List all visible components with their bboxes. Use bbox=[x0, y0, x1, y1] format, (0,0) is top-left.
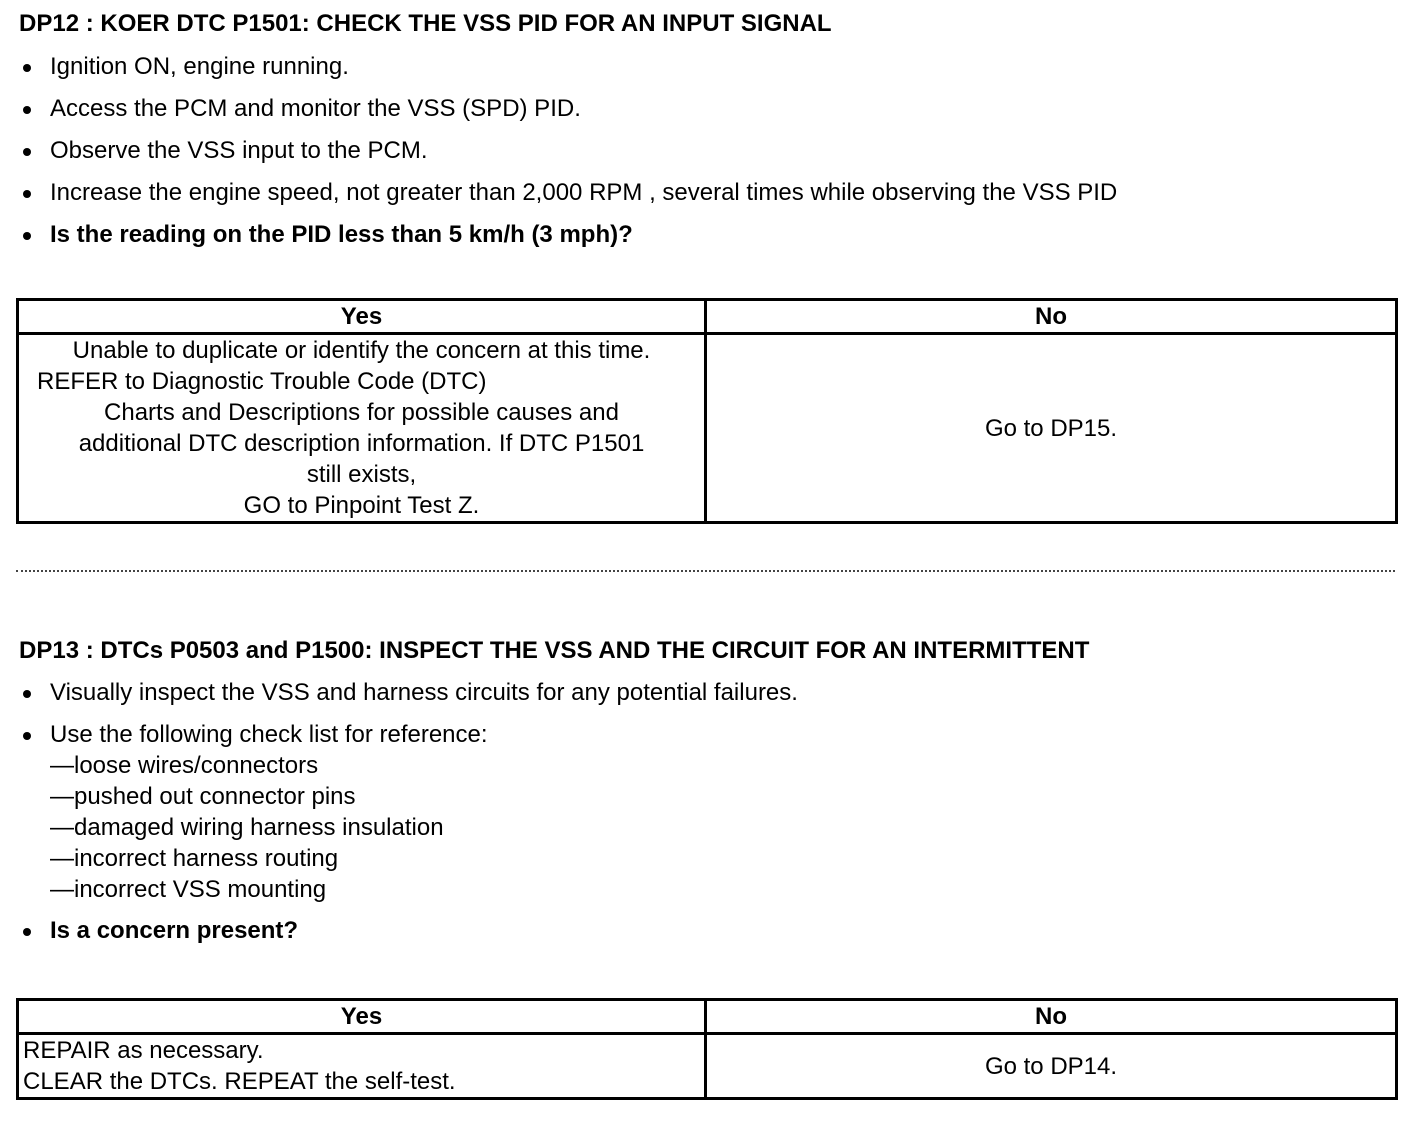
dp12-yes-header: Yes bbox=[18, 300, 706, 334]
bullet-icon bbox=[23, 64, 31, 72]
dp12-step-3-text: Observe the VSS input to the PCM. bbox=[50, 137, 428, 164]
dp13-yes-line-2: CLEAR the DTCs. REPEAT the self-test. bbox=[23, 1068, 456, 1095]
dp12-yes-line-6: GO to Pinpoint Test Z. bbox=[243, 492, 480, 519]
bullet-icon bbox=[23, 732, 31, 740]
dp13-heading: DP13 : DTCs P0503 and P1500: INSPECT THE VSS AND THE CIRCUIT FOR AN INTERMITTENT bbox=[19, 637, 1090, 664]
dp12-yes-line-2: REFER to Diagnostic Trouble Code (DTC) bbox=[37, 368, 487, 395]
dp12-step-1-text: Ignition ON, engine running. bbox=[50, 53, 349, 80]
dp12-question bbox=[17, 219, 1117, 250]
section-divider bbox=[16, 570, 1395, 572]
dp13-checklist-item: —incorrect harness routing bbox=[50, 845, 339, 872]
dp12-yes-line-3: Charts and Descriptions for possible causes and bbox=[104, 399, 619, 426]
dp12-step-4 bbox=[17, 177, 1117, 208]
bullet-icon bbox=[23, 690, 31, 698]
dp13-yes-line-1: REPAIR as necessary. bbox=[23, 1037, 264, 1064]
dp12-step-3 bbox=[17, 135, 1117, 166]
dp13-no-cell: Go to DP14. bbox=[706, 1034, 1397, 1099]
dp13-checklist-item: —damaged wiring harness insulation bbox=[50, 814, 444, 841]
dp13-no-header: No bbox=[706, 1000, 1397, 1034]
dp13-step-1 bbox=[17, 677, 798, 708]
dp12-result-table bbox=[16, 298, 1398, 524]
dp12-step-2 bbox=[17, 93, 1117, 124]
dp12-heading: DP12 : KOER DTC P1501: CHECK THE VSS PID FOR AN INPUT SIGNAL bbox=[19, 10, 832, 37]
dp12-step-1 bbox=[17, 51, 1117, 82]
dp13-question bbox=[17, 915, 798, 946]
dp13-checklist-item: —incorrect VSS mounting bbox=[50, 876, 327, 903]
dp13-yes-header: Yes bbox=[18, 1000, 706, 1034]
dp13-checklist-item: —pushed out connector pins bbox=[50, 783, 356, 810]
dp12-yes-line-1: Unable to duplicate or identify the concern at this time. bbox=[72, 337, 651, 364]
bullet-icon bbox=[23, 106, 31, 114]
dp13-step-2 bbox=[17, 719, 798, 905]
dp12-question-text: Is the reading on the PID less than 5 km/h (3 mph)? bbox=[50, 221, 633, 248]
dp12-step-4-text: Increase the engine speed, not greater than 2,000 RPM , several times while observing the VSS PID bbox=[50, 179, 1118, 206]
dp12-yes-line-5: still exists, bbox=[306, 461, 417, 488]
dp13-step-2-text: Use the following check list for reference: bbox=[50, 721, 488, 748]
dp12-no-header: No bbox=[706, 300, 1397, 334]
dp13-step-1-text: Visually inspect the VSS and harness circuits for any potential failures. bbox=[50, 679, 798, 706]
dp12-step-2-text: Access the PCM and monitor the VSS (SPD) PID. bbox=[50, 95, 581, 122]
dp12-no-cell: Go to DP15. bbox=[706, 334, 1397, 523]
dp13-result-table bbox=[16, 998, 1398, 1100]
dp13-question-text: Is a concern present? bbox=[50, 917, 299, 944]
bullet-icon bbox=[23, 928, 31, 936]
dp13-yes-cell bbox=[18, 1034, 706, 1099]
dp12-steps-list bbox=[17, 51, 1117, 250]
bullet-icon bbox=[23, 148, 31, 156]
bullet-icon bbox=[23, 232, 31, 240]
dp13-checklist-item: —loose wires/connectors bbox=[50, 752, 319, 779]
dp12-yes-cell bbox=[18, 334, 706, 523]
bullet-icon bbox=[23, 190, 31, 198]
dp12-yes-line-4: additional DTC description information. If DTC P1501 bbox=[78, 430, 645, 457]
dp13-steps-list bbox=[17, 677, 798, 946]
